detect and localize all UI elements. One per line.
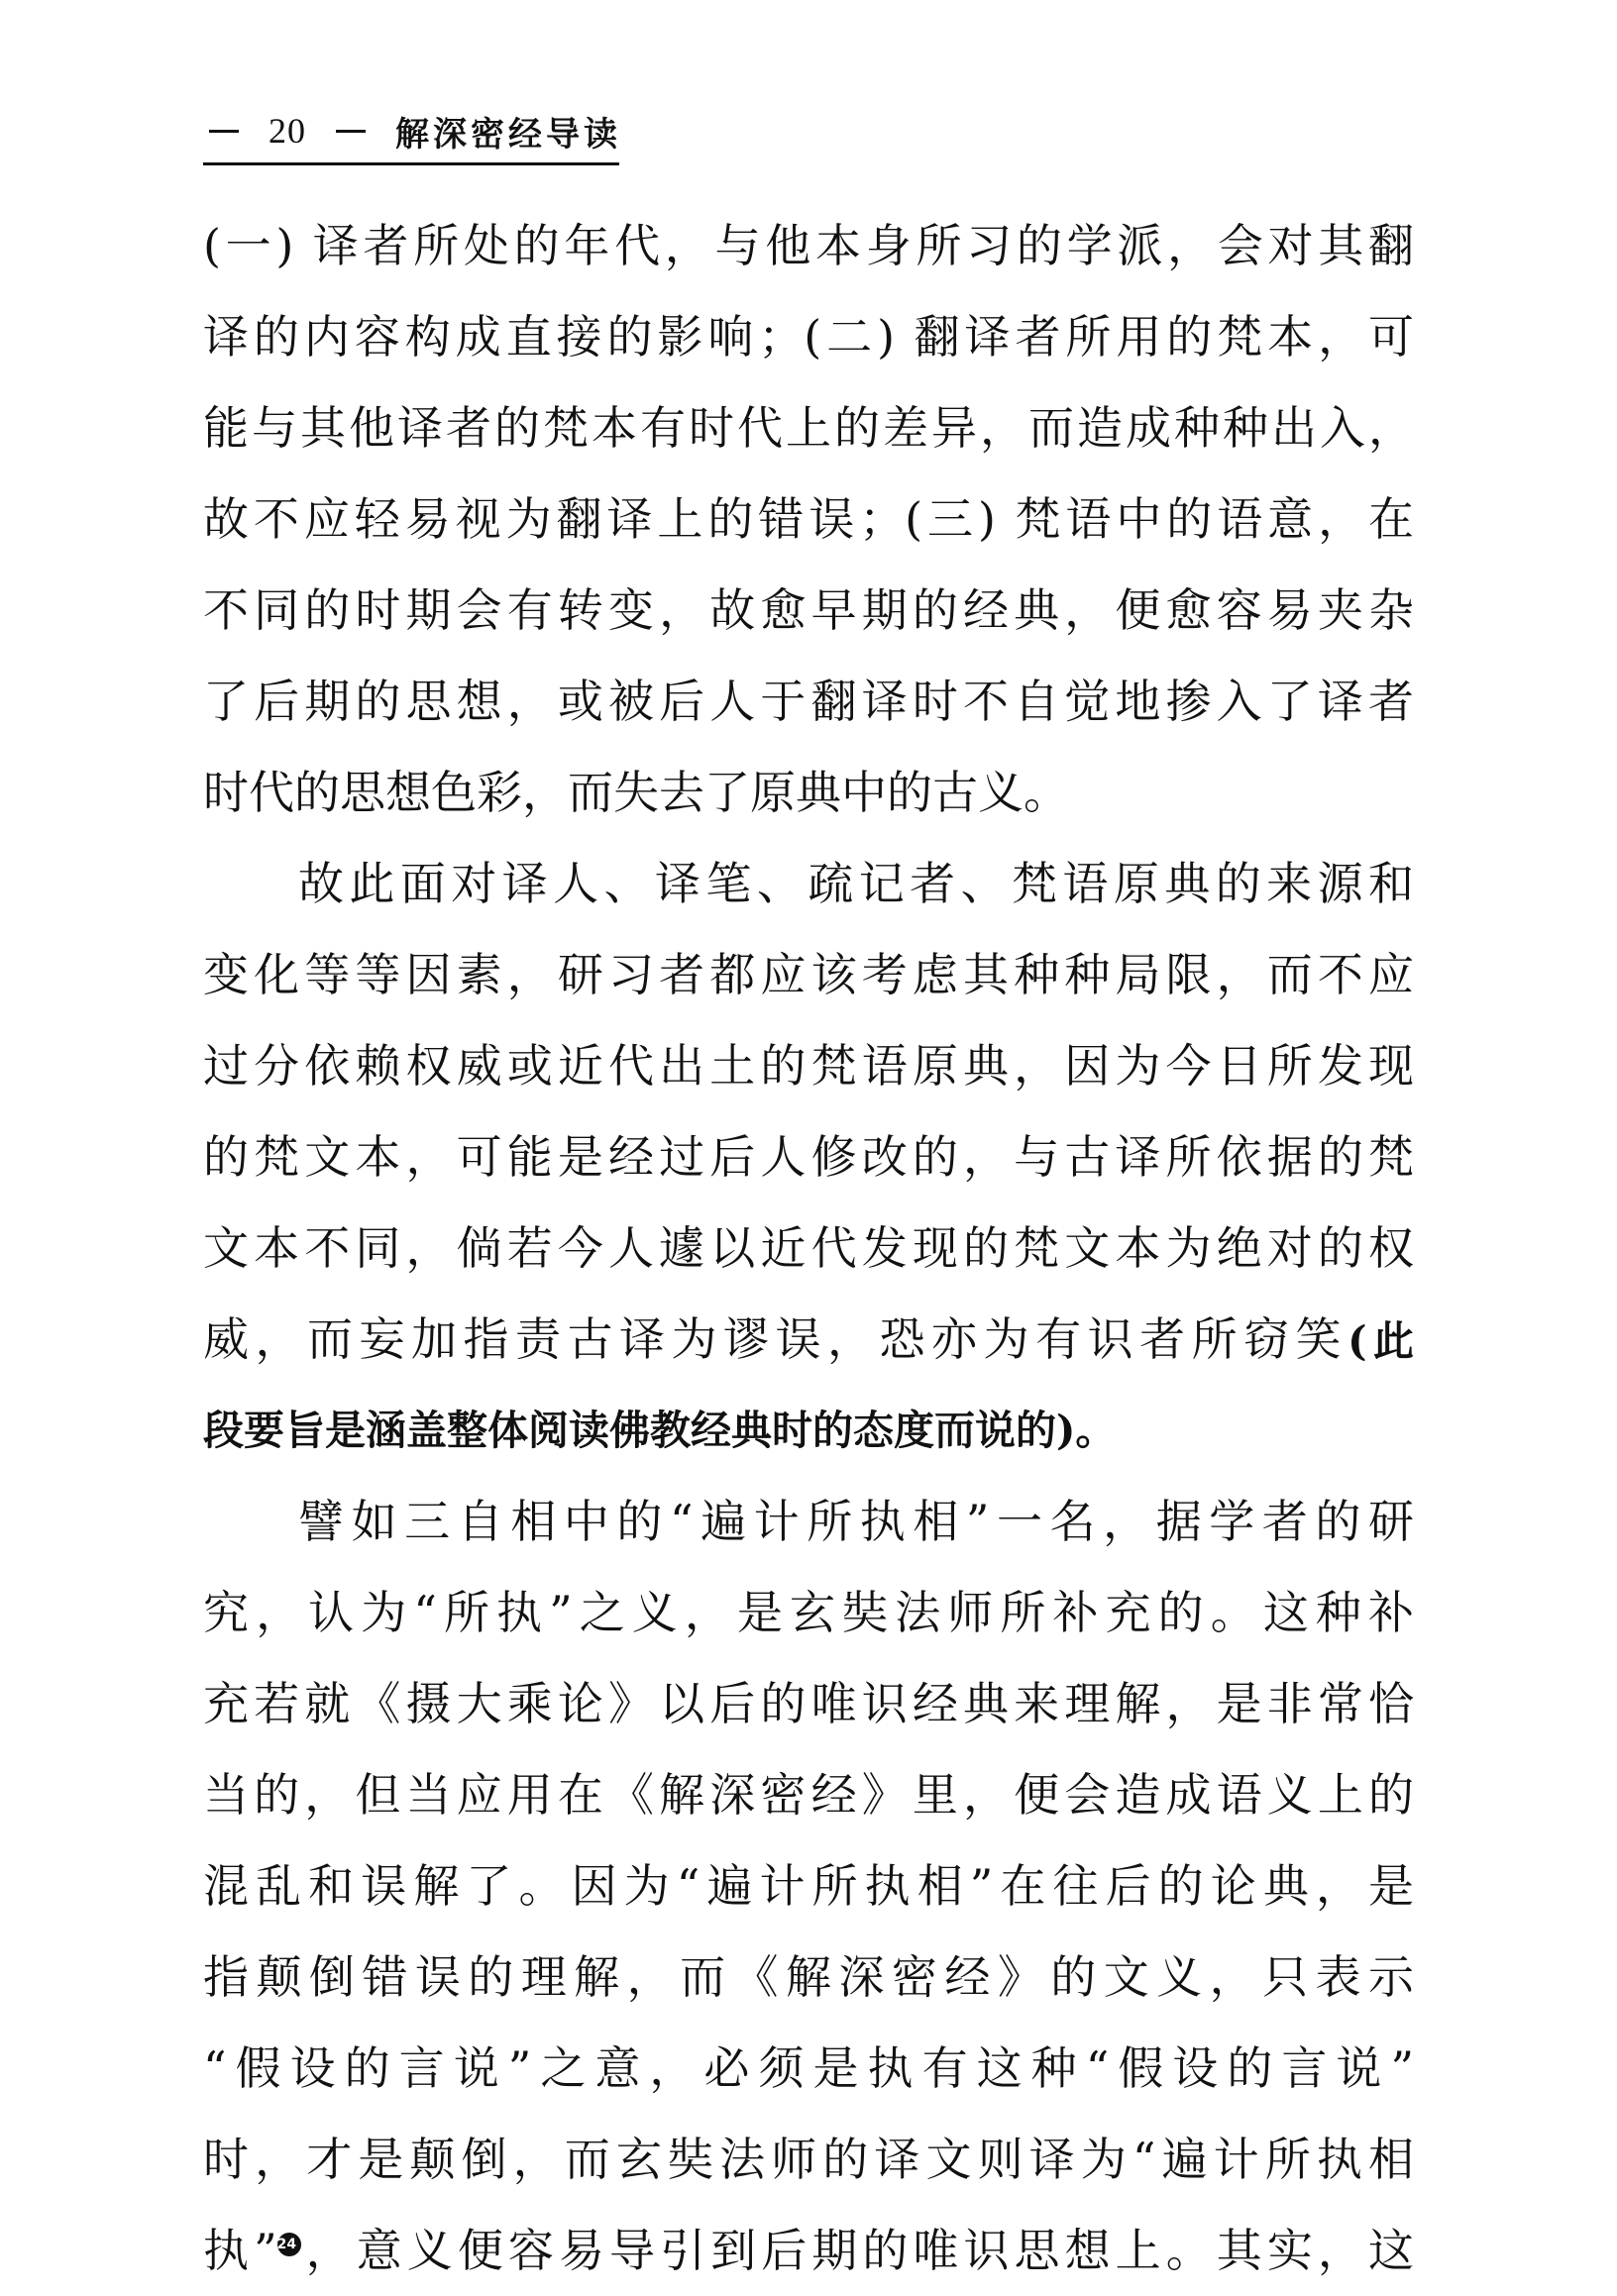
- body-text: [203, 200, 1414, 2296]
- text-line-23-rest: ，意义便容易导引到后期的唯识思想上。其实，这: [300, 2224, 1414, 2277]
- text-line-7: 时代的思想色彩，而失去了原典中的古义。: [203, 766, 1069, 819]
- text-line-17: 充若就《摄大乘论》以后的唯识经典来理解，是非常恰: [203, 1677, 1414, 1730]
- note-line: 段要旨是涵盖整体阅读佛教经典时的态度而说的)。: [203, 1407, 1117, 1454]
- text-line-20: 指颠倒错误的理解，而《解深密经》的文义，只表示: [203, 1950, 1414, 2004]
- text-line-23: [203, 2205, 1414, 2296]
- book-title: 解深密经导读: [395, 114, 621, 155]
- text-line-1: (一) 译者所处的年代，与他本身所习的学派，会对其翻: [203, 219, 1414, 272]
- header-rule: [203, 162, 619, 165]
- note-opening: (此: [1348, 1317, 1414, 1365]
- text-line-8: 故此面对译人、译笔、疏记者、梵语原典的来源和: [298, 857, 1414, 910]
- text-line-18: 当的，但当应用在《解深密经》里，便会造成语义上的: [203, 1768, 1414, 1822]
- text-line-16: 究，认为“所执”之义，是玄奘法师所补充的。这种补: [203, 1586, 1414, 1639]
- text-line-13: [203, 1294, 1414, 1385]
- text-line-11: 的梵文本，可能是经过后人修改的，与古译所依据的梵: [203, 1130, 1414, 1184]
- text-line-21: “假设的言说”之意，必须是执有这种“假设的言说”: [203, 2041, 1414, 2095]
- text-line-23-start: 执”: [203, 2224, 277, 2277]
- text-line-19: 混乱和误解了。因为“遍计所执相”在往后的论典，是: [203, 1859, 1414, 1913]
- text-line-10: 过分依赖权威或近代出土的梵语原典，因为今日所发现: [203, 1039, 1414, 1093]
- text-line-15: 譬如三自相中的“遍计所执相”一名，据学者的研: [298, 1495, 1414, 1548]
- running-head: [203, 103, 621, 158]
- footnote-marker[interactable]: 24: [277, 2233, 301, 2256]
- text-line-3: 能与其他译者的梵本有时代上的差异，而造成种种出入，: [203, 401, 1414, 455]
- text-line-13-main: 威，而妄加指责古译为谬误，恐亦为有识者所窃笑: [203, 1312, 1348, 1366]
- text-line-12: 文本不同，倘若今人遽以近代发现的梵文本为绝对的权: [203, 1221, 1414, 1275]
- text-line-22: 时，才是颠倒，而玄奘法师的译文则译为“遍计所执相: [203, 2133, 1414, 2186]
- dash-left: [209, 130, 239, 133]
- text-line-6: 了后期的思想，或被后人于翻译时不自觉地掺入了译者: [203, 675, 1414, 728]
- text-line-5: 不同的时期会有转变，故愈早期的经典，便愈容易夹杂: [203, 583, 1414, 637]
- dash-right: [336, 130, 366, 133]
- text-line-4: 故不应轻易视为翻译上的错误；(三) 梵语中的语意，在: [203, 492, 1414, 546]
- text-line-9: 变化等等因素，研习者都应该考虑其种种局限，而不应: [203, 948, 1414, 1001]
- page-number: 20: [269, 111, 306, 151]
- text-line-2: 译的内容构成直接的影响；(二) 翻译者所用的梵本，可: [203, 310, 1414, 364]
